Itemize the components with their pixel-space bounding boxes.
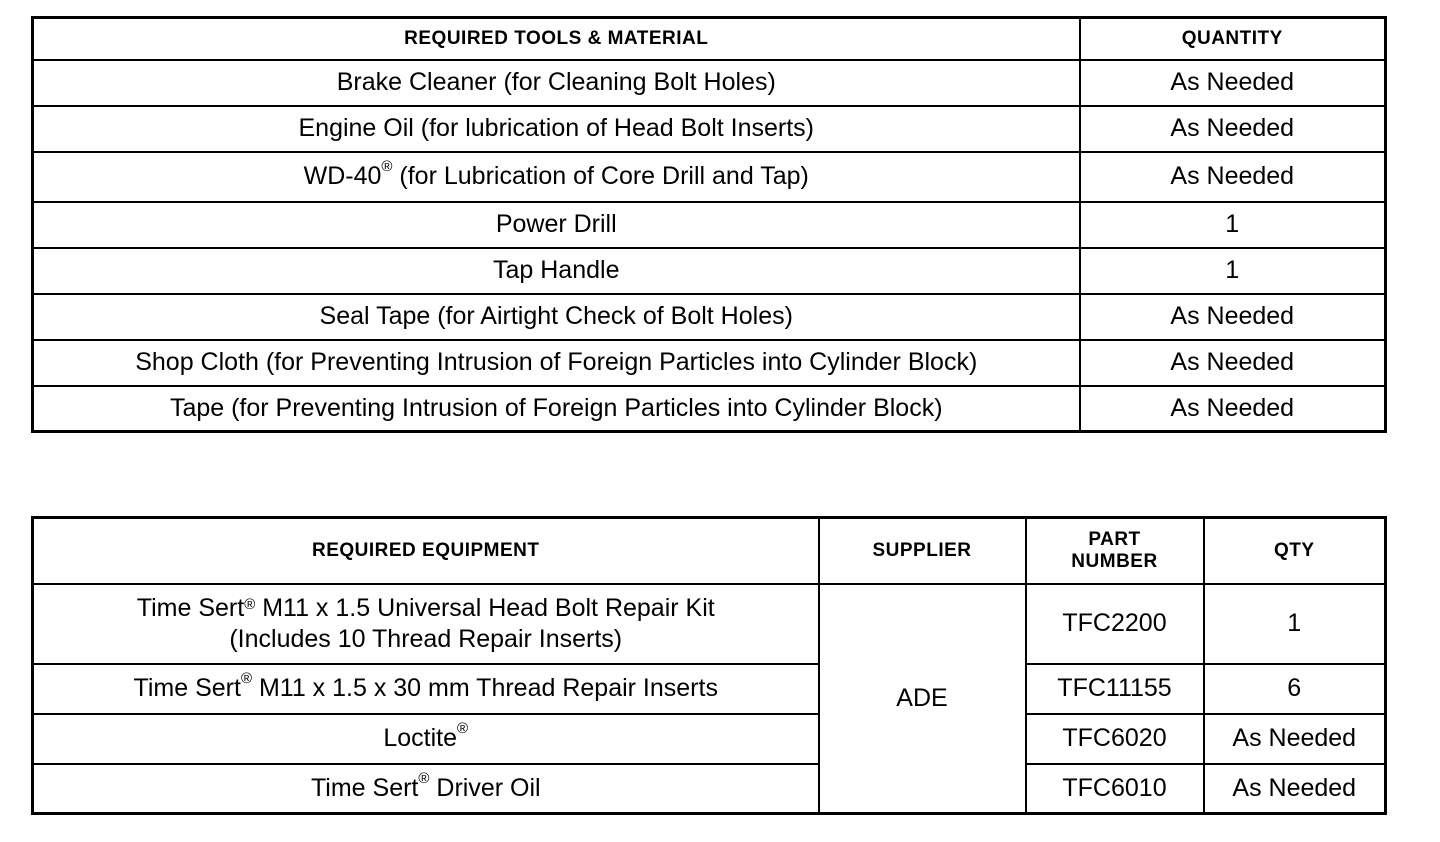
table-row xyxy=(33,106,1386,152)
registered-mark: ® xyxy=(381,158,393,175)
table-row xyxy=(33,714,1386,764)
header-tools-material: REQUIRED TOOLS & MATERIAL xyxy=(33,18,1080,60)
header-part-number xyxy=(1026,518,1204,584)
equipment-item-line2: (Includes 10 Thread Repair Inserts) xyxy=(229,624,623,653)
table-row xyxy=(33,764,1386,814)
equipment-brand: Time Sert xyxy=(136,593,245,622)
equipment-qty: 6 xyxy=(1204,664,1386,714)
part-number: TFC2200 xyxy=(1026,584,1204,664)
supplier-cell: ADE xyxy=(819,584,1026,814)
header-supplier: SUPPLIER xyxy=(819,518,1026,584)
part-number: TFC6020 xyxy=(1026,714,1204,764)
table-row xyxy=(33,248,1386,294)
tool-item: Brake Cleaner (for Cleaning Bolt Holes) xyxy=(33,60,1080,106)
equipment-qty: As Needed xyxy=(1204,764,1386,814)
equipment-description: Driver Oil xyxy=(429,773,541,802)
equipment-brand: Loctite xyxy=(383,724,458,752)
table-row xyxy=(33,60,1386,106)
required-equipment-table xyxy=(31,516,1387,815)
tool-quantity: As Needed xyxy=(1080,60,1386,106)
tool-quantity: As Needed xyxy=(1080,294,1386,340)
equipment-item xyxy=(33,764,819,814)
tool-item-detail: (for Lubrication of Core Drill and Tap) xyxy=(392,162,809,190)
tool-item: Engine Oil (for lubrication of Head Bolt Inserts) xyxy=(33,106,1080,152)
required-tools-table xyxy=(31,16,1387,433)
equipment-item-line1 xyxy=(40,593,812,624)
tool-item xyxy=(33,152,1080,202)
registered-mark: ® xyxy=(418,769,430,787)
table-row xyxy=(33,152,1386,202)
tool-item: Tap Handle xyxy=(33,248,1080,294)
tool-item: Seal Tape (for Airtight Check of Bolt Holes) xyxy=(33,294,1080,340)
tool-item: Tape (for Preventing Intrusion of Foreign Particles into Cylinder Block) xyxy=(33,386,1080,432)
equipment-brand: Time Sert xyxy=(133,674,241,702)
tool-quantity: 1 xyxy=(1080,202,1386,248)
tool-quantity: 1 xyxy=(1080,248,1386,294)
part-number: TFC6010 xyxy=(1026,764,1204,814)
tool-quantity: As Needed xyxy=(1080,386,1386,432)
registered-mark: ® xyxy=(244,595,256,613)
table-header-row xyxy=(33,518,1386,584)
tool-item-name: WD-40 xyxy=(303,162,382,190)
tool-quantity: As Needed xyxy=(1080,340,1386,386)
tool-quantity: As Needed xyxy=(1080,106,1386,152)
table-row xyxy=(33,340,1386,386)
equipment-item xyxy=(33,664,819,714)
header-qty: QTY xyxy=(1204,518,1386,584)
table-row xyxy=(33,294,1386,340)
registered-mark: ® xyxy=(240,670,253,687)
header-required-equipment: REQUIRED EQUIPMENT xyxy=(33,518,819,584)
equipment-item xyxy=(33,584,819,664)
equipment-item xyxy=(33,714,819,764)
tool-item: Shop Cloth (for Preventing Intrusion of Foreign Particles into Cylinder Block) xyxy=(33,340,1080,386)
header-quantity: QUANTITY xyxy=(1080,18,1386,60)
table-row xyxy=(33,664,1386,714)
equipment-description: M11 x 1.5 Universal Head Bolt Repair Kit xyxy=(255,593,715,622)
table-row xyxy=(33,202,1386,248)
equipment-brand: Time Sert xyxy=(310,773,419,802)
equipment-qty: 1 xyxy=(1204,584,1386,664)
header-part-number-line1: PART xyxy=(1088,528,1141,550)
table-header-row xyxy=(33,18,1386,60)
table-row xyxy=(33,386,1386,432)
table-row xyxy=(33,584,1386,664)
tool-quantity: As Needed xyxy=(1080,152,1386,202)
header-part-number-line2: NUMBER xyxy=(1071,550,1158,572)
equipment-qty: As Needed xyxy=(1204,714,1386,764)
tool-item: Power Drill xyxy=(33,202,1080,248)
equipment-description: M11 x 1.5 x 30 mm Thread Repair Inserts xyxy=(252,674,718,702)
part-number: TFC11155 xyxy=(1026,664,1204,714)
registered-mark: ® xyxy=(457,720,469,737)
